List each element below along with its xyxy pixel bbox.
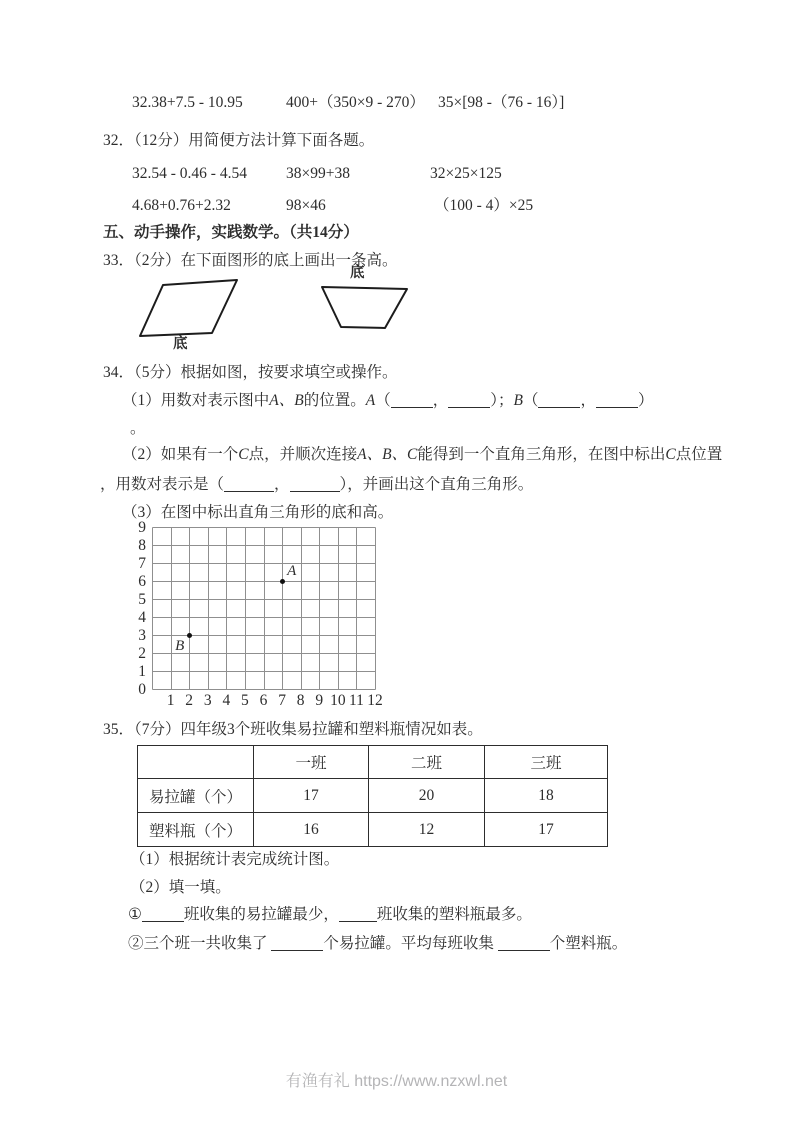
grid-x-label: 9: [315, 692, 324, 709]
table-header-class1: 一班: [254, 746, 369, 779]
q35-fill2-pre: ②三个班一共收集了: [128, 935, 268, 952]
grid-y-label: 4: [138, 609, 146, 626]
q34-p1-blank-1: [391, 394, 433, 408]
q34-part3: （3）在图中标出直角三角形的底和高。: [122, 504, 394, 521]
q32-expression-2: 38×99+38: [286, 165, 350, 182]
q34-p1-comma1: ，: [432, 392, 449, 409]
cans-class2: 20: [369, 779, 485, 813]
q32-expression-6: （100 - 4）×25: [434, 197, 534, 214]
q34-p1-blank-4: [596, 394, 638, 408]
q34-part1: [122, 392, 654, 409]
q34-p2l2-s2: ），并画出这个直角三角形。: [339, 476, 534, 493]
q34-p1-comma2: ，: [580, 392, 596, 409]
q33-title: 33．（2分）在下面图形的底上画出一条高。: [103, 252, 398, 269]
grid-y-label: 9: [138, 519, 146, 536]
grid-point-label: A: [287, 563, 297, 579]
q35-fill1: [128, 906, 532, 923]
q35-fill1-t1: 班收集的易拉罐最少，: [183, 906, 339, 923]
table-header-empty: [138, 746, 254, 779]
grid-x-label: 7: [278, 692, 286, 709]
bottles-class1: 16: [254, 813, 369, 847]
q34-p1-open2: （: [522, 392, 539, 409]
q34-p2l2-comma: ，: [274, 476, 290, 493]
q34-p1-label-b: B: [513, 392, 523, 409]
table-header-class2: 二班: [369, 746, 485, 779]
q35-fill2-t2: 个塑料瓶。: [549, 935, 628, 952]
watermark-footer: 有渔有礼 https://www.nzxwl.net: [285, 1073, 508, 1090]
q34-p1-close2: ）: [637, 392, 654, 409]
q34-part2-line2: [100, 476, 533, 493]
grid-x-label: 6: [259, 692, 268, 709]
grid-point-label: B: [175, 638, 185, 654]
q34-p2-s3: 能得到一个直角三角形，在图中标出: [417, 446, 666, 463]
q34-p1-open1: （: [375, 392, 391, 409]
q34-p2-label-c: C: [238, 446, 249, 463]
q35-title: 35．（7分）四年级3个班收集易拉罐和塑料瓶情况如表。: [103, 721, 483, 738]
q34-p2l2-s1: ，用数对表示是（: [100, 476, 225, 493]
q32-title: 32．（12分）用简便方法计算下面各题。: [103, 132, 375, 149]
q33-figures: [128, 263, 438, 363]
grid-x-label: 3: [203, 692, 212, 709]
grid-y-label: 5: [138, 591, 146, 608]
q34-p1-close1: ）；: [490, 392, 514, 409]
q32-expression-1: 32.54 - 0.46 - 4.54: [132, 165, 247, 182]
q35-fill1-t2: 班收集的塑料瓶最多。: [376, 906, 532, 923]
q34-p1-blank-3: [538, 394, 580, 408]
q34-p2-blank-1: [224, 478, 274, 492]
parallelogram-shape: [140, 280, 237, 336]
q31-expression-1: 32.38+7.5 - 10.95: [132, 94, 243, 111]
bottles-class3: 17: [485, 813, 608, 847]
q34-p2-s4: 点位置: [675, 446, 723, 463]
grid-x-label: 10: [330, 692, 346, 709]
table-row: [138, 813, 608, 847]
q31-expression-3: 35×[98 -（76 - 16）]: [438, 94, 565, 111]
section5-title: 五、动手操作，实践数学。（共14分）: [103, 224, 359, 241]
q34-p2-s2: 点，并顺次连接: [248, 446, 358, 463]
q34-p2-point-names: A、B、C: [357, 446, 418, 463]
grid-y-label: 2: [138, 645, 146, 662]
grid-y-label: 7: [138, 555, 146, 572]
table-header-row: [138, 746, 608, 779]
q35-statistics-table: [137, 745, 608, 847]
cans-class3: 18: [485, 779, 608, 813]
q35-fill2: [128, 935, 627, 952]
q34-p1-blank-2: [448, 394, 490, 408]
coordinate-grid-svg: [152, 527, 376, 690]
grid-y-label: 6: [138, 573, 146, 590]
grid-x-label: 4: [222, 692, 231, 709]
table-row: [138, 779, 608, 813]
grid-x-label: 11: [348, 692, 364, 709]
q32-expression-3: 32×25×125: [430, 165, 502, 182]
grid-x-label: 2: [185, 692, 194, 709]
q34-part2-line1: [122, 446, 722, 463]
grid-point-dot: [280, 579, 285, 584]
q34-p2-blank-2: [290, 478, 340, 492]
grid-y-label: 1: [138, 663, 146, 680]
q31-expression-2: 400+（350×9 - 270）: [286, 94, 425, 111]
parallelogram-base-label: 底: [173, 336, 188, 352]
grid-x-label: 1: [166, 692, 175, 709]
q34-p2-label-c2: C: [665, 446, 676, 463]
q34-p1-label-a: A: [365, 392, 376, 409]
cans-class1: 17: [254, 779, 369, 813]
q35-fill2-t1: 个易拉罐。平均每班收集: [323, 935, 494, 952]
q32-expression-5: 98×46: [286, 197, 326, 214]
grid-y-label: 3: [138, 627, 146, 644]
grid-y-label: 0: [138, 681, 146, 698]
grid-x-label: 8: [296, 692, 305, 709]
q34-part1-period: 。: [130, 420, 146, 437]
q35-fill1-blank-1: [142, 908, 184, 922]
q34-p1-lead: （1）用数对表示图中: [122, 392, 270, 409]
q34-title: 34．（5分）根据如图，按要求填空或操作。: [103, 364, 398, 381]
q35-fill2-blank-2: [498, 937, 550, 951]
trapezoid-base-label: 底: [350, 265, 365, 281]
trapezoid-shape: [322, 287, 407, 328]
grid-x-label: 5: [241, 692, 249, 709]
grid-x-label: 12: [367, 692, 383, 709]
q34-p1-mid: 的位置。: [303, 392, 366, 409]
bottles-class2: 12: [369, 813, 485, 847]
q35-fill2-blank-1: [271, 937, 323, 951]
q34-p2-s1: （2）如果有一个: [122, 446, 239, 463]
q32-expression-4: 4.68+0.76+2.32: [132, 197, 231, 214]
q35-sub2: （2）填一填。: [130, 879, 231, 896]
row-label-cans: 易拉罐（个）: [138, 779, 254, 813]
coordinate-grid: [138, 519, 383, 709]
q35-fill1-pre: ①: [128, 906, 142, 923]
q35-fill1-blank-2: [339, 908, 377, 922]
q34-p1-point-names: A、B: [269, 392, 304, 409]
table-header-class3: 三班: [485, 746, 608, 779]
grid-point-dot: [187, 633, 192, 638]
q35-sub1: （1）根据统计表完成统计图。: [130, 851, 340, 868]
row-label-bottles: 塑料瓶（个）: [138, 813, 254, 847]
grid-y-label: 8: [138, 537, 146, 554]
